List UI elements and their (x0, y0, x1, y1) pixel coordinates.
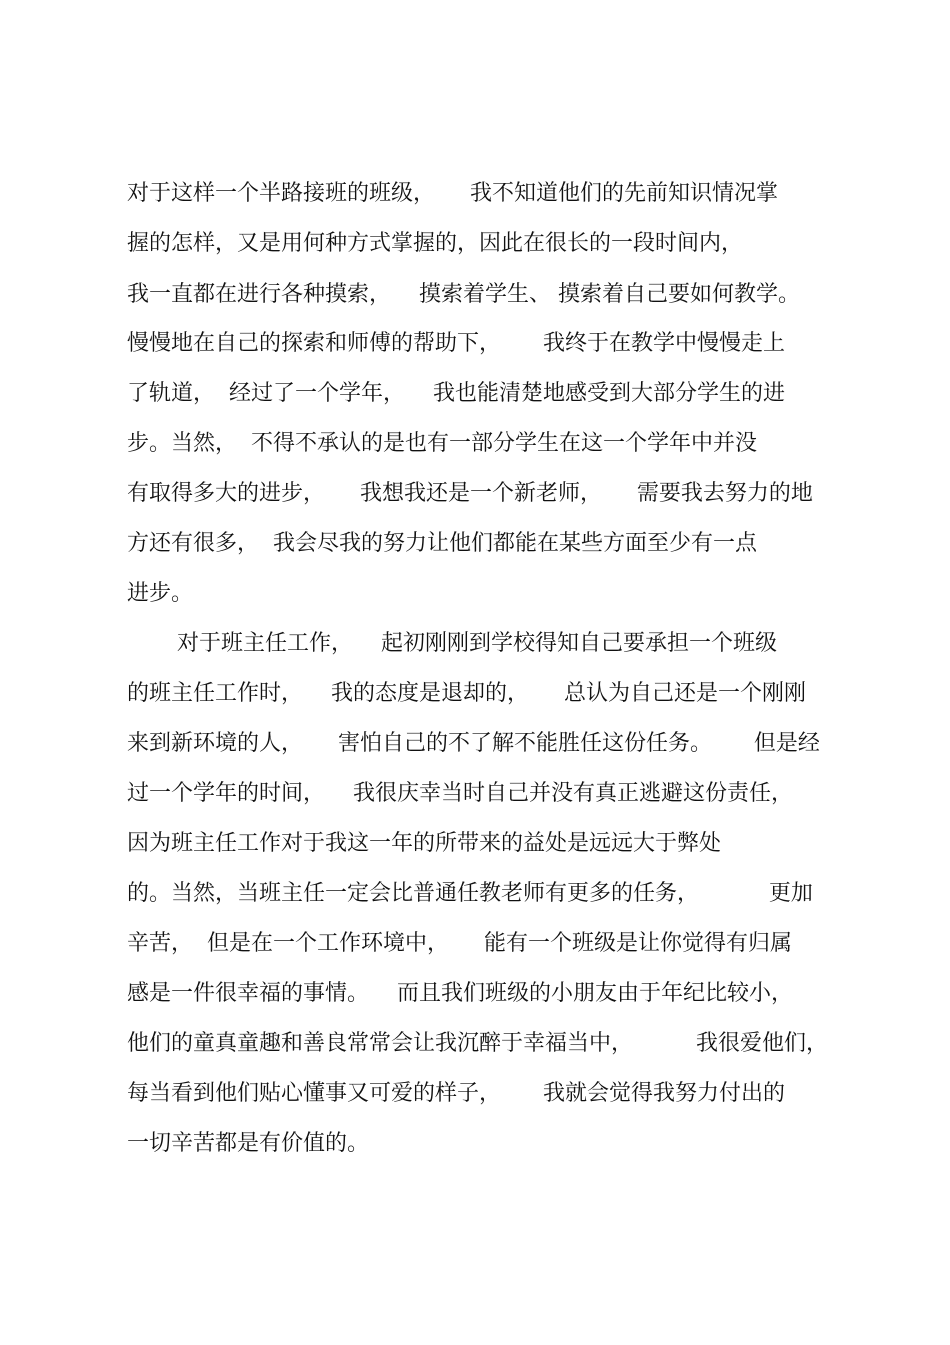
text-line: 有取得多大的进步， 我想我还是一个新老师， 需要我去努力的地 (127, 481, 813, 506)
text-line: 进步。 (127, 581, 194, 606)
text-line: 步。当然， 不得不承认的是也有一部分学生在这一个学年中并没 (127, 431, 757, 456)
text-line: 他们的童真童趣和善良常常会让我沉醉于幸福当中， 我很爱他们， (127, 1031, 828, 1056)
text-line: 握的怎样，又是用何种方式掌握的，因此在很长的一段时间内， (127, 231, 744, 256)
text-line: 感是一件很幸福的事情。 而且我们班级的小朋友由于年纪比较小， (127, 981, 793, 1006)
text-line: 慢慢地在自己的探索和师傅的帮助下， 我终于在教学中慢慢走上 (127, 331, 785, 356)
text-line: 来到新环境的人， 害怕自己的不了解不能胜任这份任务。 但是经 (127, 731, 820, 756)
text-line: 对于班主任工作， 起初刚刚到学校得知自己要承担一个班级 (177, 631, 777, 656)
text-line: 的。当然，当班主任一定会比普通任教老师有更多的任务， 更加 (127, 881, 813, 906)
text-line: 了轨道， 经过了一个学年， 我也能清楚地感受到大部分学生的进 (127, 381, 785, 406)
text-line: 每当看到他们贴心懂事又可爱的样子， 我就会觉得我努力付出的 (127, 1081, 785, 1106)
text-line: 因为班主任工作对于我这一年的所带来的益处是远远大于弊处 (127, 831, 722, 856)
text-line: 过一个学年的时间， 我很庆幸当时自己并没有真正逃避这份责任， (127, 781, 793, 806)
text-line: 我一直都在进行各种摸索， 摸索着学生、 摸索着自己要如何教学。 (127, 282, 800, 307)
text-line: 方还有很多， 我会尽我的努力让他们都能在某些方面至少有一点 (127, 531, 757, 556)
text-line: 辛苦， 但是在一个工作环境中， 能有一个班级是让你觉得有归属 (127, 931, 792, 956)
text-line: 对于这样一个半路接班的班级， 我不知道他们的先前知识情况掌 (127, 181, 778, 206)
text-line: 一切辛苦都是有价值的。 (127, 1131, 370, 1156)
text-line: 的班主任工作时， 我的态度是退却的， 总认为自己还是一个刚刚 (127, 681, 806, 706)
